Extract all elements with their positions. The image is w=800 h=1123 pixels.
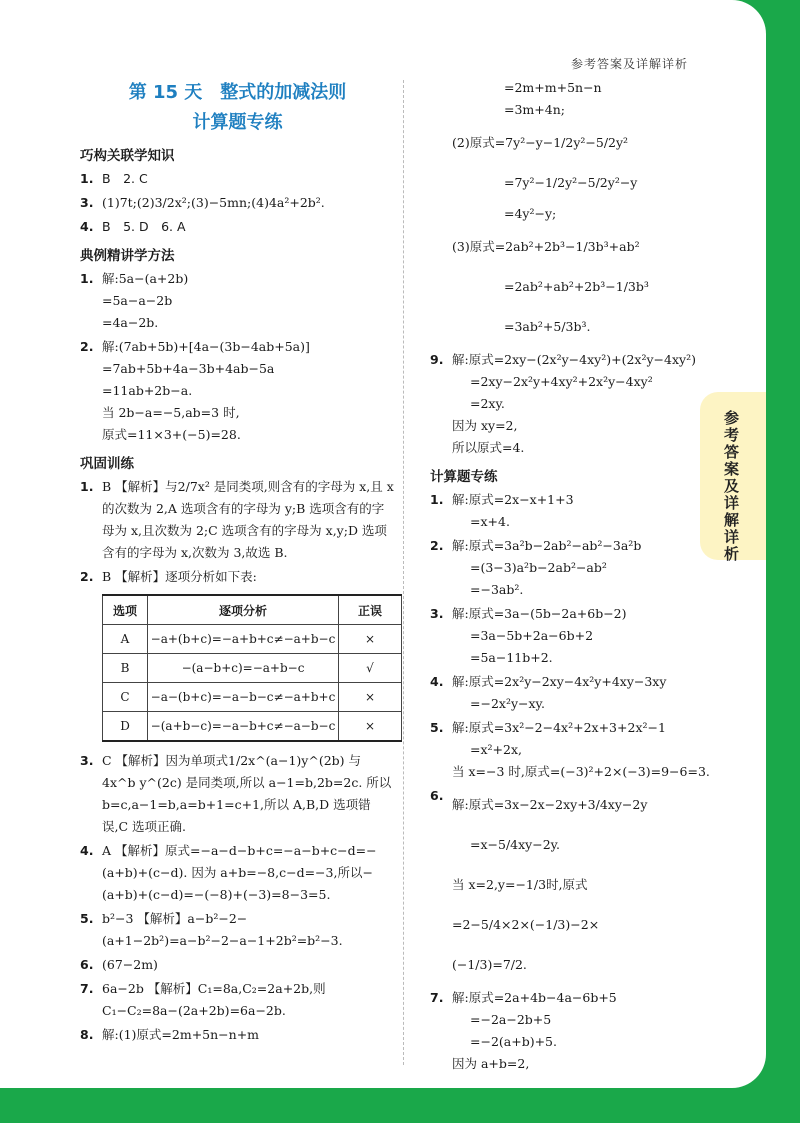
exercise-continuation: (3)原式=2ab²+2b³−1/3b³+ab² =2ab²+ab²+2b³−1/3b³ =3ab²+5/3b³.	[452, 239, 649, 334]
table-cell: C	[103, 683, 148, 712]
exercise-item: 9. 解:原式=2xy−(2x²y−4xy²)+(2x²y−4xy²) =2xy−2x²y+4xy²+2x²y−4xy² =2xy. 因为 xy=2, 所以原式=4.	[430, 352, 696, 455]
exercise-item: 6. (67−2m)	[80, 957, 158, 972]
exercise-item: 1. B 【解析】与2/7x² 是同类项,则含有的字母为 x,且 x 的次数为 2,A 选项含有的字母为 y;B 选项含有的字母为 x,且次数为 2;C 选项含有的字母为 x,y;D 选项含有的字母为 x,次数为 3,故选 B.	[80, 479, 394, 560]
answer-item: 4. B 5. D 6. A	[80, 219, 186, 234]
section-heading: 计算题专练	[430, 469, 498, 485]
exercise-continuation: =2m+m+5n−n =3m+4n;	[504, 80, 602, 117]
section-heading: 巧构关联学知识	[80, 148, 175, 164]
table-cell: −a−(b+c)=−a−b−c≠−a+b+c	[148, 683, 339, 712]
exercise-item: 8. 解:(1)原式=2m+5n−n+m	[80, 1027, 260, 1042]
right-column	[430, 75, 730, 1077]
exercise-item: 6. 解:原式=3x−2x−2xy+3/4xy−2y =x−5/4xy−2y. 当 x=2,y=−1/3时,原式=2−5/4×2×(−1/3)−2× (−1/3)=7/2.	[430, 788, 648, 972]
section-heading: 巩固训练	[80, 456, 134, 472]
table-header: 正误	[339, 595, 402, 625]
exercise-item: 4. A 【解析】原式=−a−d−b+c=−a−b+c−d=−(a+b)+(c−d). 因为 a+b=−8,c−d=−3,所以−(a+b)+(c−d)=−(−8)+(−3)=8−3=5.	[80, 843, 377, 902]
exercise-item: 1. 解:原式=2x−x+1+3 =x+4.	[430, 492, 574, 529]
table-row	[103, 625, 402, 654]
table-cell: A	[103, 625, 148, 654]
page-header: 参考答案及详解详析	[570, 57, 688, 71]
answer-item: 3. (1)7t;(2)3/2x²;(3)−5mn;(4)4a²+2b².	[80, 195, 325, 210]
exercise-item: 3. C 【解析】因为单项式1/2x^(a−1)y^(2b) 与 4x^b y^(2c) 是同类项,所以 a−1=b,2b=2c. 所以 b=c,a−1=b,a=b+1=c+1,所以 A,B,D 选项错误,C 选项正确.	[80, 753, 392, 834]
exercise-continuation: (2)原式=7y²−y−1/2y²−5/2y² =7y²−1/2y²−5/2y²−y =4y²−y;	[452, 135, 638, 221]
exercise-item: 2. B 【解析】逐项分析如下表:	[80, 569, 257, 584]
table-cell: −(a+b−c)=−a−b+c≠−a−b−c	[148, 712, 339, 742]
table-header: 逐项分析	[148, 595, 339, 625]
exercise-item: 4. 解:原式=2x²y−2xy−4x²y+4xy−3xy =−2x²y−xy.	[430, 674, 667, 711]
table-cell: D	[103, 712, 148, 742]
analysis-table	[102, 594, 402, 742]
column-divider	[403, 80, 404, 1065]
example-item: 1. 解:5a−(a+2b) =5a−a−2b =4a−2b.	[80, 271, 189, 330]
page-title: 第 15 天 整式的加减法则	[128, 82, 347, 103]
section-heading: 典例精讲学方法	[80, 248, 175, 264]
table-cell: ×	[339, 625, 402, 654]
left-column	[80, 75, 395, 1048]
table-row	[103, 683, 402, 712]
exercise-item: 7. 6a−2b 【解析】C₁=8a,C₂=2a+2b,则 C₁−C₂=8a−(2a+2b)=6a−2b.	[80, 981, 326, 1018]
table-cell: ×	[339, 712, 402, 742]
table-cell: √	[339, 654, 402, 683]
table-cell: −a+(b+c)=−a+b+c≠−a+b−c	[148, 625, 339, 654]
table-cell: −(a−b+c)=−a+b−c	[148, 654, 339, 683]
table-cell: B	[103, 654, 148, 683]
exercise-item: 5. b²−3 【解析】a−b²−2−(a+1−2b²)=a−b²−2−a−1+2b²=b²−3.	[80, 911, 343, 948]
table-row	[103, 654, 402, 683]
table-header: 选项	[103, 595, 148, 625]
exercise-item: 5. 解:原式=3x²−2−4x²+2x+3+2x²−1 =x²+2x, 当 x=−3 时,原式=(−3)²+2×(−3)=9−6=3.	[430, 720, 710, 779]
table-row	[103, 712, 402, 742]
exercise-item: 2. 解:原式=3a²b−2ab²−ab²−3a²b =(3−3)a²b−2ab²−ab² =−3ab².	[430, 538, 642, 597]
answer-item: 1. B 2. C	[80, 171, 148, 186]
example-item: 2. 解:(7ab+5b)+[4a−(3b−4ab+5a)] =7ab+5b+4a−3b+4ab−5a =11ab+2b−a. 当 2b−a=−5,ab=3 时, 原式=11×3+(−5)=28.	[80, 339, 310, 442]
table-cell: ×	[339, 683, 402, 712]
page-subtitle: 计算题专练	[192, 112, 283, 133]
exercise-item: 3. 解:原式=3a−(5b−2a+6b−2) =3a−5b+2a−6b+2 =5a−11b+2.	[430, 606, 627, 665]
side-tab-label: 参考答案及详解详析	[724, 409, 740, 563]
exercise-item: 7. 解:原式=2a+4b−4a−6b+5 =−2a−2b+5 =−2(a+b)+5. 因为 a+b=2,	[430, 990, 617, 1071]
table-header-row	[103, 595, 402, 625]
